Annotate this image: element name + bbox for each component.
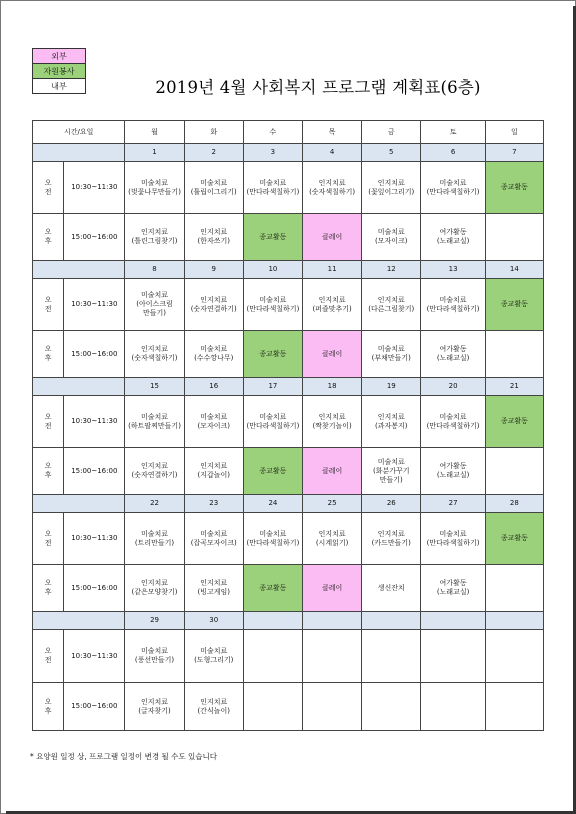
program-text: 종교활동 [259,583,287,592]
program-cell [125,331,184,378]
program-cell [303,162,362,214]
date-cell: 6 [421,144,485,162]
program-text: 미술치료 (만다라색칠하기) [246,295,300,313]
program-cell [421,214,485,261]
am-label-text: 오 전 [44,178,52,196]
program-text: 미술치료 (도형그리기) [194,647,234,664]
program-cell [125,279,184,331]
pm-row [33,331,544,378]
program-cell [362,279,421,331]
date-cell: 7 [485,144,543,162]
program-cell [125,683,184,731]
program-cell [184,396,243,448]
program-cell [243,214,302,261]
program-text: 미술치료 (만다라색칠하기) [246,529,300,547]
program-cell [303,396,362,448]
date-row [33,261,544,279]
program-cell [125,513,184,565]
date-cell: 18 [303,378,362,396]
legend-volunteer: 자원봉사 [33,64,86,79]
program-cell [184,565,243,612]
date-cell: 17 [243,378,302,396]
am-row [33,396,544,448]
program-text: 인지치료 (과자봉지) [375,412,408,430]
date-row [33,378,544,396]
date-cell: 16 [184,378,243,396]
program-cell [485,448,543,495]
program-text: 인지치료 (숫자색칠하기) [309,178,356,196]
program-cell [421,331,485,378]
program-cell [184,683,243,731]
program-text: 미술치료 (만다라색칠하기) [426,412,480,430]
am-label [33,396,64,448]
program-text: 미술치료 (벚꽃나무만들기) [128,178,181,196]
date-cell [485,612,543,630]
am-label-text: 오 전 [44,647,52,664]
date-row-blank [33,378,125,396]
pm-label [33,683,64,731]
schedule-table [32,120,544,731]
program-text: 인지치료 (숫자연결하기) [190,295,237,313]
program-cell [303,279,362,331]
time-cell: 10:30~11:30 [64,162,125,214]
program-cell [485,279,543,331]
header-day: 화 [184,121,243,144]
program-text: 미술치료 (만다라색칠하기) [246,178,300,196]
date-cell: 20 [421,378,485,396]
header-day: 월 [125,121,184,144]
footnote: * 요양원 일정 상, 프로그램 일정이 변경 될 수도 있습니다 [30,752,217,761]
pm-row [33,214,544,261]
program-cell [184,513,243,565]
program-text: 인지치료 (간식놀이) [197,697,230,715]
header-day: 목 [303,121,362,144]
program-text: 미술치료 (화분가꾸기 만들기) [373,457,410,484]
header-day: 금 [362,121,421,144]
program-cell [485,565,543,612]
am-row [33,630,544,683]
date-cell: 15 [125,378,184,396]
program-text: 인지치료 (짝찾기놀이) [312,412,352,430]
program-text: 종교활동 [500,183,528,191]
program-text: 여가활동 (노래교실) [436,228,470,245]
program-text: 종교활동 [500,300,528,308]
pm-label-text: 오 후 [44,579,52,596]
date-cell: 24 [243,495,302,513]
program-cell [125,630,184,683]
program-cell [421,683,485,731]
time-cell: 15:00~16:00 [64,214,125,261]
pm-label-text: 오 후 [44,462,52,479]
program-cell [243,396,302,448]
date-cell: 29 [125,612,184,630]
date-cell: 1 [125,144,184,162]
date-cell: 2 [184,144,243,162]
program-text: 클레이 [321,232,343,241]
program-cell [421,630,485,683]
program-cell [362,396,421,448]
program-cell [243,448,302,495]
program-text: 인지치료 (같은모양찾기) [131,579,178,596]
program-cell [303,565,362,612]
program-cell [421,565,485,612]
program-text: 인지치료 (한자쓰기) [197,228,230,245]
program-cell [184,448,243,495]
date-cell: 10 [243,261,302,279]
program-cell [362,513,421,565]
program-cell [125,565,184,612]
program-text: 클레이 [321,583,343,592]
program-cell [303,331,362,378]
date-cell [362,612,421,630]
date-cell: 13 [421,261,485,279]
date-row-blank [33,261,125,279]
program-cell [184,630,243,683]
date-row-blank [33,144,125,162]
program-cell [362,565,421,612]
program-text: 인지치료 (퍼즐맞추기) [312,295,352,313]
program-text: 미술치료 (트리만들기) [134,529,175,547]
program-cell [125,448,184,495]
pm-label [33,331,64,378]
page-title: 2019년 4월 사회복지 프로그램 계획표(6층) [155,78,481,97]
program-cell [421,513,485,565]
program-text: 미술치료 (만다라색칠하기) [426,529,480,547]
date-cell: 26 [362,495,421,513]
program-cell [362,214,421,261]
time-cell: 15:00~16:00 [64,331,125,378]
program-text: 클레이 [321,466,343,475]
program-text: 인지치료 (빙고게임) [197,579,230,596]
program-text: 인지치료 (꽃잎이그리기) [368,178,415,196]
header-day: 토 [421,121,485,144]
legend-internal: 내부 [33,79,86,94]
program-text: 인지치료 (숫자연결하기) [131,462,178,479]
program-cell [485,162,543,214]
pm-label [33,448,64,495]
am-row [33,513,544,565]
date-cell [421,612,485,630]
program-cell [303,513,362,565]
date-cell: 28 [485,495,543,513]
program-text: 미술치료 (모자이크) [197,412,230,430]
pm-label-text: 오 후 [44,228,52,245]
am-label [33,279,64,331]
am-label [33,162,64,214]
program-text: 미술치료 (아이스크림 만들기) [136,291,173,317]
program-cell [184,162,243,214]
program-text: 인지치료 (숫자색칠하기) [131,345,178,362]
date-cell: 27 [421,495,485,513]
am-row [33,279,544,331]
program-cell [243,565,302,612]
date-row-blank [33,495,125,513]
time-cell: 10:30~11:30 [64,513,125,565]
program-cell [421,162,485,214]
date-cell: 5 [362,144,421,162]
program-cell [303,448,362,495]
date-cell: 12 [362,261,421,279]
program-cell [421,396,485,448]
time-cell: 10:30~11:30 [64,279,125,331]
date-cell: 23 [184,495,243,513]
program-cell [243,513,302,565]
date-row-blank [33,612,125,630]
program-text: 종교활동 [259,466,287,475]
program-cell [243,162,302,214]
program-cell [243,331,302,378]
date-cell: 11 [303,261,362,279]
program-text: 인지치료 (카드만들기) [371,529,411,547]
am-row [33,162,544,214]
program-cell [362,448,421,495]
program-cell [125,396,184,448]
program-cell [485,683,543,731]
program-text: 종교활동 [259,232,287,241]
program-cell [243,630,302,683]
program-text: 여가활동 (노래교실) [436,345,470,362]
time-cell: 10:30~11:30 [64,396,125,448]
date-cell: 21 [485,378,543,396]
program-text: 종교활동 [500,417,528,425]
program-cell [125,214,184,261]
program-text: 클레이 [321,349,343,358]
date-cell: 22 [125,495,184,513]
date-cell [243,612,302,630]
program-text: 미술치료 (모자이크) [375,228,408,245]
program-cell [125,162,184,214]
time-cell: 10:30~11:30 [64,630,125,683]
pm-row [33,565,544,612]
color-legend [32,48,86,94]
time-cell: 15:00~16:00 [64,565,125,612]
header-time-day: 시간/요일 [33,121,125,144]
date-cell: 8 [125,261,184,279]
program-cell [362,683,421,731]
program-cell [362,162,421,214]
date-row [33,495,544,513]
pm-label [33,565,64,612]
date-cell: 9 [184,261,243,279]
header-row [33,121,544,144]
program-text: 종교활동 [259,349,287,358]
am-label [33,630,64,683]
time-cell: 15:00~16:00 [64,448,125,495]
program-text: 인지치료 (틀린그림찾기) [131,228,178,245]
date-cell [303,612,362,630]
am-label-text: 오 전 [44,412,52,430]
date-cell: 25 [303,495,362,513]
program-cell [485,396,543,448]
program-cell [362,630,421,683]
date-cell: 30 [184,612,243,630]
program-text: 인지치료 (글자찾기) [138,697,171,715]
program-cell [485,513,543,565]
program-cell [421,448,485,495]
program-text: 인지치료 (다른그림찾기) [368,295,415,313]
program-text: 미술치료 (하트팔찌만들기) [128,412,181,430]
date-cell: 4 [303,144,362,162]
pm-label-text: 오 후 [44,697,52,715]
program-text: 미술치료 (잡곡모자이크) [190,529,237,547]
program-cell [243,279,302,331]
program-cell [184,214,243,261]
pm-label-text: 오 후 [44,345,52,362]
date-cell: 14 [485,261,543,279]
program-text: 미술치료 (튤립이그리기) [190,178,237,196]
header-day: 수 [243,121,302,144]
header-day: 일 [485,121,543,144]
program-cell [303,630,362,683]
pm-row [33,683,544,731]
program-text: 미술치료 (풍선만들기) [134,647,175,664]
program-cell [303,683,362,731]
program-cell [485,630,543,683]
program-text: 인지치료 (지갑놀이) [197,462,230,479]
program-text: 인지치료 (시계읽기) [315,529,349,547]
program-cell [362,331,421,378]
program-text: 미술치료 (만다라색칠하기) [426,178,480,196]
program-cell [421,279,485,331]
date-row [33,144,544,162]
program-cell [485,331,543,378]
time-cell: 15:00~16:00 [64,683,125,731]
pm-label [33,214,64,261]
date-cell: 19 [362,378,421,396]
program-cell [184,331,243,378]
legend-external: 외부 [33,49,86,64]
pm-row [33,448,544,495]
program-text: 여가활동 (노래교실) [436,462,470,479]
program-text: 미술치료 (수수깡나무) [194,345,234,362]
program-text: 미술치료 (부채만들기) [371,345,411,362]
program-text: 여가활동 (노래교실) [436,579,470,596]
program-text: 미술치료 (만다라색칠하기) [246,412,300,430]
date-cell: 3 [243,144,302,162]
program-cell [243,683,302,731]
program-cell [485,214,543,261]
program-text: 생신잔치 [377,583,405,592]
am-label [33,513,64,565]
program-cell [184,279,243,331]
program-text: 종교활동 [500,534,528,542]
program-text: 미술치료 (만다라색칠하기) [426,295,480,313]
am-label-text: 오 전 [44,529,52,547]
am-label-text: 오 전 [44,295,52,313]
date-row [33,612,544,630]
program-cell [303,214,362,261]
